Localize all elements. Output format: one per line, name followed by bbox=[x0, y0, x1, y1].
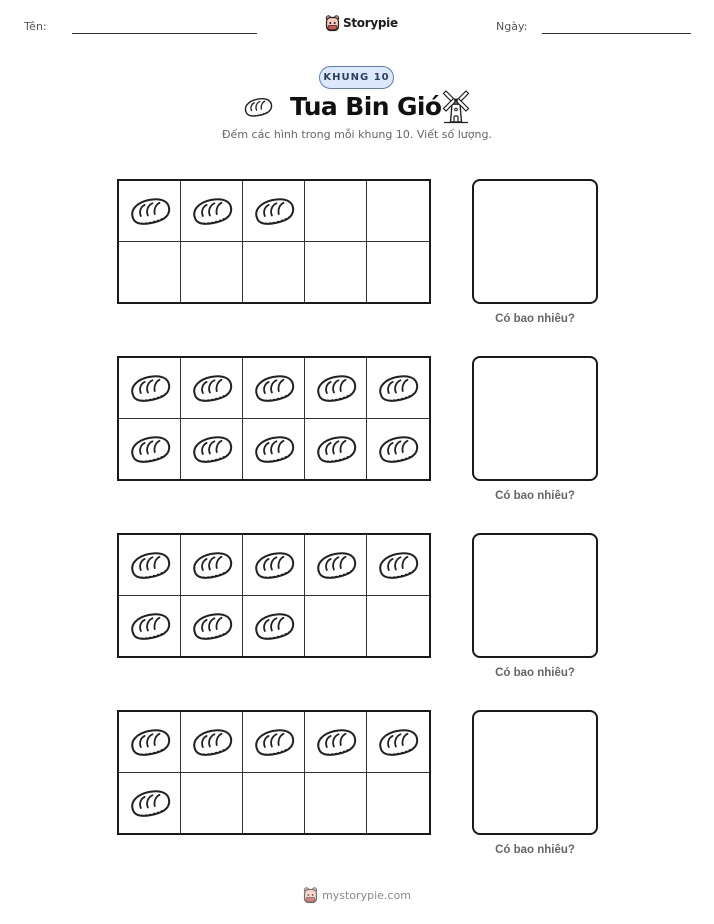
frame-cell bbox=[243, 419, 305, 480]
bread-icon bbox=[375, 432, 421, 466]
date-label: Ngày: bbox=[496, 20, 528, 33]
problem-3 bbox=[0, 533, 714, 693]
frame-cell bbox=[243, 535, 305, 596]
frame-cell bbox=[367, 773, 429, 834]
question-label: Có bao nhiêu? bbox=[495, 667, 575, 679]
frame-cell bbox=[367, 596, 429, 657]
question-label: Có bao nhiêu? bbox=[495, 490, 575, 502]
frame-cell bbox=[181, 596, 243, 657]
frame-cell bbox=[119, 712, 181, 773]
bread-icon bbox=[313, 725, 359, 759]
bread-icon bbox=[189, 194, 235, 228]
storypie-mascot-icon bbox=[303, 887, 318, 904]
frame-cell bbox=[181, 419, 243, 480]
bread-icon bbox=[127, 786, 173, 820]
bread-icon bbox=[189, 548, 235, 582]
question-label: Có bao nhiêu? bbox=[495, 844, 575, 856]
frame-cell bbox=[305, 773, 367, 834]
bread-icon bbox=[313, 371, 359, 405]
problem-1 bbox=[0, 179, 714, 339]
problem-4 bbox=[0, 710, 714, 870]
bread-icon bbox=[251, 194, 297, 228]
frame-cell bbox=[367, 358, 429, 419]
bread-icon bbox=[127, 548, 173, 582]
bread-icon bbox=[127, 725, 173, 759]
frame-cell bbox=[181, 712, 243, 773]
ten-frame bbox=[117, 710, 431, 835]
answer-box[interactable] bbox=[472, 356, 598, 481]
frame-cell bbox=[119, 419, 181, 480]
bread-icon bbox=[375, 371, 421, 405]
frame-cell bbox=[119, 535, 181, 596]
brand-name: Storypie bbox=[343, 16, 398, 30]
frame-cell bbox=[305, 242, 367, 303]
bread-icon bbox=[251, 725, 297, 759]
ten-frame bbox=[117, 356, 431, 481]
frame-cell bbox=[305, 712, 367, 773]
frame-cell bbox=[367, 419, 429, 480]
footer-url: mystorypie.com bbox=[322, 888, 411, 902]
brand-logo bbox=[325, 13, 398, 33]
bread-icon bbox=[127, 432, 173, 466]
frame-cell bbox=[367, 181, 429, 242]
bread-icon bbox=[313, 432, 359, 466]
date-line[interactable] bbox=[542, 33, 691, 34]
footer bbox=[0, 885, 714, 905]
bread-icon bbox=[127, 371, 173, 405]
bread-icon bbox=[251, 432, 297, 466]
frame-cell bbox=[305, 181, 367, 242]
bread-icon bbox=[127, 609, 173, 643]
frame-cell bbox=[181, 181, 243, 242]
bread-icon bbox=[189, 371, 235, 405]
frame-cell bbox=[305, 419, 367, 480]
frame-cell bbox=[305, 358, 367, 419]
frame-cell bbox=[181, 535, 243, 596]
bread-icon bbox=[251, 548, 297, 582]
frame-cell bbox=[367, 535, 429, 596]
frame-cell bbox=[243, 181, 305, 242]
frame-cell bbox=[181, 242, 243, 303]
frame-cell bbox=[119, 242, 181, 303]
bread-icon bbox=[251, 609, 297, 643]
bread-icon bbox=[251, 371, 297, 405]
frame-cell bbox=[243, 358, 305, 419]
frame-cell bbox=[243, 596, 305, 657]
frame-cell bbox=[243, 712, 305, 773]
bread-icon bbox=[313, 548, 359, 582]
windmill-icon bbox=[440, 90, 472, 124]
frame-cell bbox=[181, 358, 243, 419]
title-row bbox=[0, 90, 714, 124]
frame-cell bbox=[243, 773, 305, 834]
ten-frame bbox=[117, 533, 431, 658]
ten-frame bbox=[117, 179, 431, 304]
frame-cell bbox=[119, 181, 181, 242]
name-line[interactable] bbox=[72, 33, 257, 34]
bread-icon bbox=[189, 725, 235, 759]
bread-icon bbox=[189, 609, 235, 643]
storypie-mascot-icon bbox=[325, 15, 340, 32]
instructions: Đếm các hình trong mỗi khung 10. Viết số lượng. bbox=[222, 128, 492, 141]
answer-box[interactable] bbox=[472, 179, 598, 304]
answer-box[interactable] bbox=[472, 710, 598, 835]
frame-cell bbox=[119, 773, 181, 834]
frame-cell bbox=[243, 242, 305, 303]
frame-cell bbox=[119, 596, 181, 657]
answer-box[interactable] bbox=[472, 533, 598, 658]
frame-cell bbox=[305, 535, 367, 596]
frame-cell bbox=[305, 596, 367, 657]
frame-cell bbox=[367, 242, 429, 303]
bread-icon bbox=[189, 432, 235, 466]
bread-icon bbox=[375, 725, 421, 759]
problem-2 bbox=[0, 356, 714, 516]
name-label: Tên: bbox=[24, 20, 47, 33]
frame-cell bbox=[367, 712, 429, 773]
section-badge: KHUNG 10 bbox=[319, 66, 394, 89]
bread-icon bbox=[127, 194, 173, 228]
bread-icon bbox=[375, 548, 421, 582]
page-title: Tua Bin Gió bbox=[290, 92, 442, 121]
bread-icon bbox=[241, 95, 275, 119]
frame-cell bbox=[181, 773, 243, 834]
frame-cell bbox=[119, 358, 181, 419]
question-label: Có bao nhiêu? bbox=[495, 313, 575, 325]
